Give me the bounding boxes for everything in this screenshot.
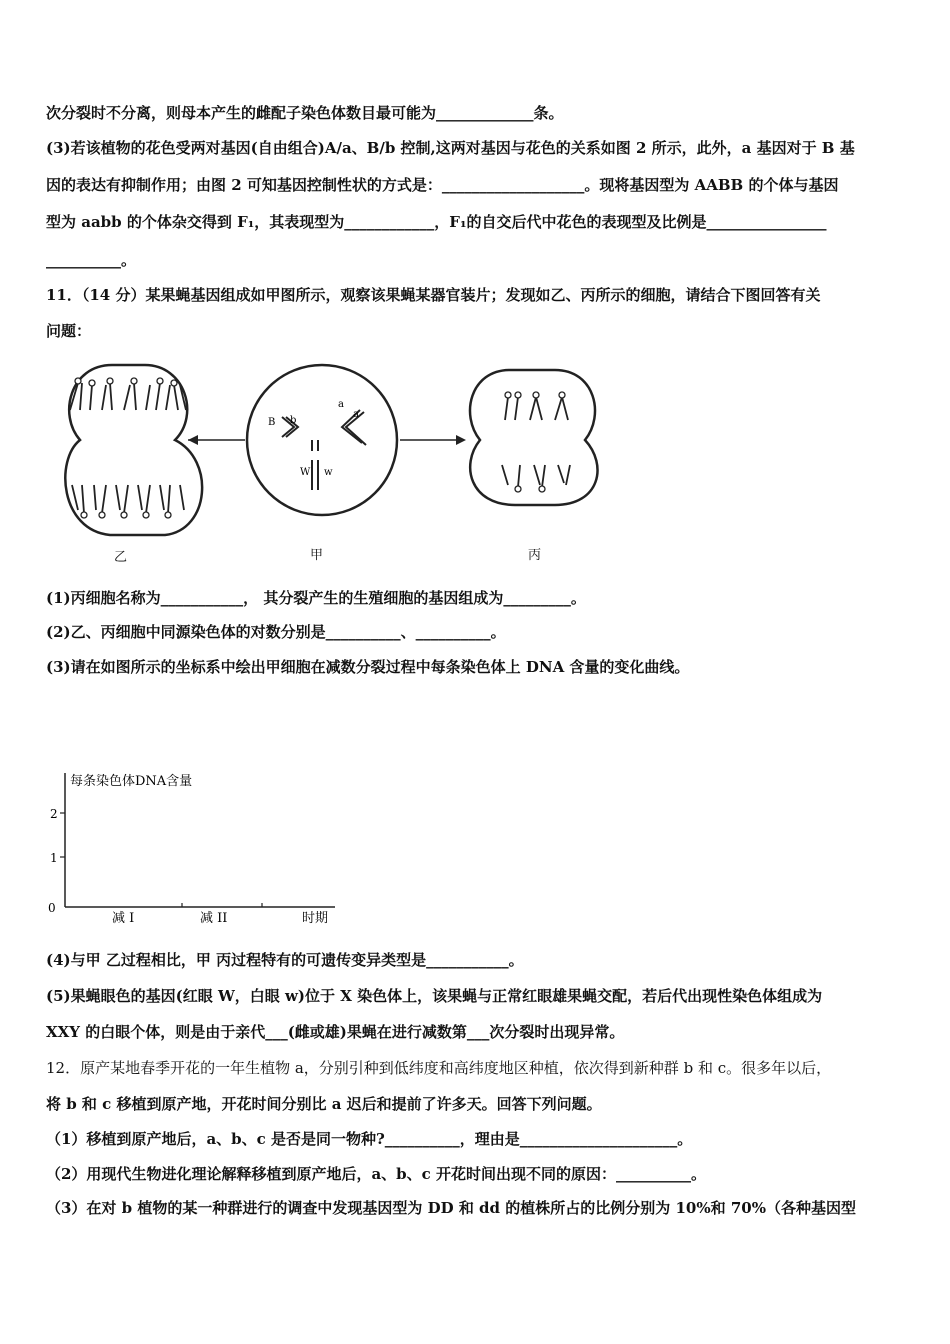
gene-label-a-lower: a bbox=[353, 409, 359, 420]
question-12-stem: 12．原产某地春季开花的一年生植物 a，分别引种到低纬度和高纬度地区种植，依次得到新种群 b 和 c。很多年以后， bbox=[46, 1059, 832, 1077]
question-12-part-2: （2）用现代生物进化理论解释移植到原产地后，a、b、c 开花时间出现不同的原因：__________。 bbox=[46, 1165, 707, 1183]
text-line-4: 型为 aabb 的个体杂交得到 F₁，其表现型为____________，F₁的自交后代中花色的表现型及比例是________________ bbox=[46, 213, 827, 231]
graph-y-label: 每条染色体DNA含量 bbox=[70, 774, 193, 789]
graph-x-tick-meiosis-1: 减 I bbox=[112, 911, 135, 925]
dna-content-graph bbox=[40, 765, 380, 925]
caption-bing: 丙 bbox=[528, 548, 542, 563]
question-11-part-1: (1)丙细胞名称为___________， 其分裂产生的生殖细胞的基因组成为_________。 bbox=[46, 589, 586, 607]
caption-jia: 甲 bbox=[310, 548, 324, 563]
caption-yi: 乙 bbox=[114, 550, 128, 565]
bing-cell-outline bbox=[470, 370, 598, 505]
gene-label-a-upper: a bbox=[338, 399, 344, 410]
graph-tick-1: 1 bbox=[50, 851, 58, 865]
question-11-part-5-cont: XXY 的白眼个体，则是由于亲代___(雌或雄)果蝇在进行减数第___次分裂时出现异常。 bbox=[46, 1023, 625, 1041]
graph-x-tick-meiosis-2: 减 II bbox=[200, 911, 228, 925]
text-line-2: (3)若该植物的花色受两对基因(自由组合)A/a、B/b 控制,这两对基因与花色的关系如图 2 所示，此外，a 基因对于 B 基 bbox=[46, 139, 855, 157]
cell-division-figure bbox=[50, 355, 620, 570]
question-11-part-4: (4)与甲 乙过程相比，甲 丙过程特有的可遗传变异类型是___________。 bbox=[46, 951, 524, 969]
text-line-1: 次分裂时不分离，则母本产生的雌配子染色体数目最可能为_____________条。 bbox=[46, 104, 564, 122]
gene-label-W: W bbox=[300, 467, 311, 478]
question-11-part-5: (5)果蝇眼色的基因(红眼 W，白眼 w)位于 X 染色体上，该果蝇与正常红眼雄果蝇交配，若后代出现性染色体组成为 bbox=[46, 987, 823, 1005]
question-11-stem-cont: 问题： bbox=[46, 322, 92, 340]
question-12-part-1: （1）移植到原产地后，a、b、c 是否是同一物种?__________，理由是_____________________。 bbox=[46, 1130, 693, 1148]
text-line-3: 因的表达有抑制作用；由图 2 可知基因控制性状的方式是：___________________。现将基因型为 AABB 的个体与基因 bbox=[46, 176, 839, 194]
graph-tick-0: 0 bbox=[48, 901, 56, 915]
graph-tick-2: 2 bbox=[50, 807, 58, 821]
gene-label-b: b bbox=[290, 415, 297, 426]
question-12-part-3: （3）在对 b 植物的某一种群进行的调查中发现基因型为 DD 和 dd 的植株所占的比例分别为 10%和 70%（各种基因型 bbox=[46, 1199, 856, 1217]
gene-label-w: w bbox=[324, 467, 333, 478]
question-11-part-3: (3)请在如图所示的坐标系中绘出甲细胞在减数分裂过程中每条染色体上 DNA 含量的变化曲线。 bbox=[46, 658, 690, 676]
jia-cell-outline bbox=[247, 365, 397, 515]
text-line-5: __________。 bbox=[46, 251, 137, 269]
graph-x-tick-period: 时期 bbox=[302, 911, 329, 925]
gene-label-B: B bbox=[268, 417, 276, 428]
yi-chromosomes bbox=[70, 383, 186, 513]
question-11-stem: 11．（14 分）某果蝇基因组成如甲图所示，观察该果蝇某器官装片；发现如乙、丙所示的细胞，请结合下图回答有关 bbox=[46, 286, 821, 304]
question-12-stem-cont: 将 b 和 c 移植到原产地，开花时间分别比 a 迟后和提前了许多天。回答下列问题。 bbox=[46, 1095, 602, 1113]
question-11-part-2: (2)乙、丙细胞中同源染色体的对数分别是__________、__________。 bbox=[46, 623, 506, 641]
